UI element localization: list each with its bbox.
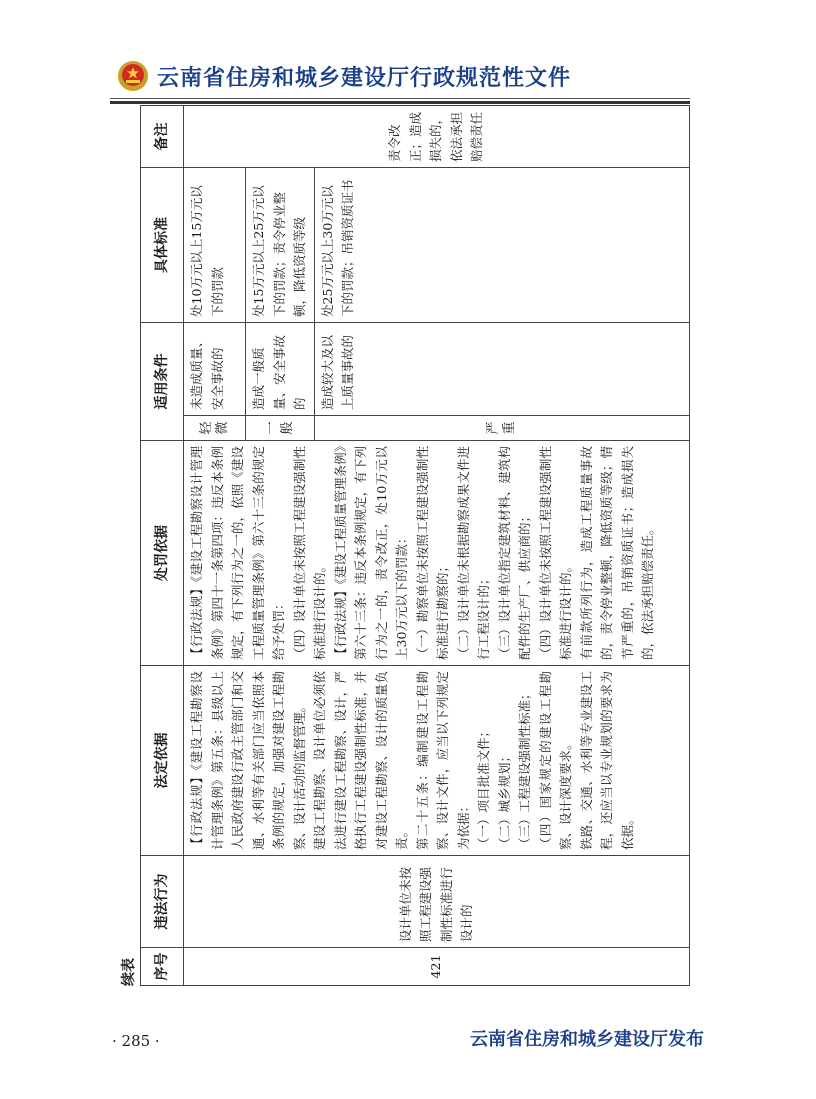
header-conditions: 适用条件	[141, 323, 184, 441]
tier-level-minor: 轻微	[184, 416, 246, 441]
row-number: 421	[184, 948, 690, 986]
header-remarks: 备注	[141, 106, 184, 168]
tier-standard-minor: 处10万元以上15万元以下的罚款	[184, 168, 246, 323]
row-penalty-basis	[184, 441, 690, 666]
legal-basis-para: 建设工程勘察、设计单位必须依法进行建设工程勘察、设计，严格执行工程建设强制性标准，并对建设工程勘察、设计的质量负责。	[312, 671, 409, 850]
header-no: 序号	[141, 948, 184, 986]
table-header-row	[141, 106, 184, 986]
penalty-basis-para: （二）设计单位未根据勘察成果文件进行工程设计的；	[455, 446, 491, 660]
header-act: 违法行为	[141, 856, 184, 948]
header-title: 云南省住房和城乡建设厅行政规范性文件	[157, 65, 572, 91]
legal-basis-para: 第二十五条：编制建设工程勘察、设计文件，应当以下列规定为依据：	[414, 671, 471, 850]
legal-basis-para: 【行政法规】《建设工程勘察设计管理条例》第五条：县级以上人民政府建设行政主管部门和交通、水利等有关部门应当依照本条例的规定，加强对建设工程勘察、设计活动的监督管理。	[189, 671, 307, 850]
penalty-basis-para: （一）勘察单位未按照工程建设强制性标准进行勘察的；	[414, 446, 450, 660]
legal-basis-para: （三）工程建设强制性标准；	[517, 687, 532, 850]
row-legal-basis	[184, 666, 690, 856]
tier-condition-minor: 未造成质量、安全事故的	[184, 323, 246, 416]
penalty-basis-para: 有前款所列行为，造成工程质量事故的，责令停业整顿，降低资质等级；情节严重的，吊销资质证书；造成损失的，依法承担赔偿责任。	[578, 446, 655, 660]
page-number: · 285 ·	[112, 1032, 160, 1050]
tier-level-general: 一般	[246, 416, 315, 441]
penalty-basis-para: （四）设计单位未按照工程建设强制性标准进行设计的。	[537, 446, 573, 660]
legal-basis-para: （二）城乡规划；	[496, 749, 512, 850]
header-rule-thin	[110, 98, 690, 99]
tier-standard-general: 处15万元以上25万元以下的罚款；责令停业整顿，降低资质等级	[246, 168, 315, 323]
page-header	[117, 56, 571, 96]
row-act: 设计单位未按照工程建设强制性标准进行设计的	[184, 856, 690, 948]
header-standard: 具体标准	[141, 168, 184, 323]
legal-basis-para: （四）国家规定的建设工程勘察、设计深度要求。	[537, 671, 573, 850]
penalty-basis-para: （三）设计单位指定建筑材料、建筑构配件的生产厂、供应商的；	[496, 446, 532, 660]
footer-publisher: 云南省住房和城乡建设厅发布	[470, 1029, 704, 1050]
penalty-basis-para: 【行政法规】《建设工程勘察设计管理条例》第四十一条第四项：违反本条例规定，有下列行为之一的，依照《建设工程质量管理条例》第六十三条的规定给予处罚：	[189, 446, 286, 660]
penalty-table	[140, 105, 690, 986]
legal-basis-para: （一）项目批准文件；	[476, 724, 491, 850]
row-remarks: 责令改正；造成损失的，依法承担赔偿责任	[184, 106, 690, 168]
tier-level-serious: 严重	[314, 416, 690, 441]
continued-label: 续表	[121, 958, 137, 986]
tier-condition-general: 造成一般质量、安全事故的	[246, 323, 315, 416]
penalty-basis-para: （四）设计单位未按照工程建设强制性标准进行设计的。	[291, 446, 327, 660]
rotated-table-wrapper	[118, 106, 690, 986]
tier-standard-serious: 处25万元以上30万元以下的罚款；吊销资质证书	[314, 168, 690, 323]
header-legal-basis: 法定依据	[141, 666, 184, 856]
header-penalty-basis: 处罚依据	[141, 441, 184, 666]
table-row	[184, 106, 246, 986]
tier-condition-serious: 造成较大及以上质量事故的	[314, 323, 690, 416]
penalty-basis-para: 【行政法规】《建设工程质量管理条例》第六十三条：违反本条例规定，有下列行为之一的，责令改正，处10万元以上30万元以下的罚款：	[332, 446, 409, 660]
national-emblem-icon	[117, 60, 149, 92]
header-rule-thick	[110, 101, 690, 104]
legal-basis-para: 铁路、交通、水利等专业建设工程，还应当以专业规划的要求为依据。	[578, 671, 635, 850]
